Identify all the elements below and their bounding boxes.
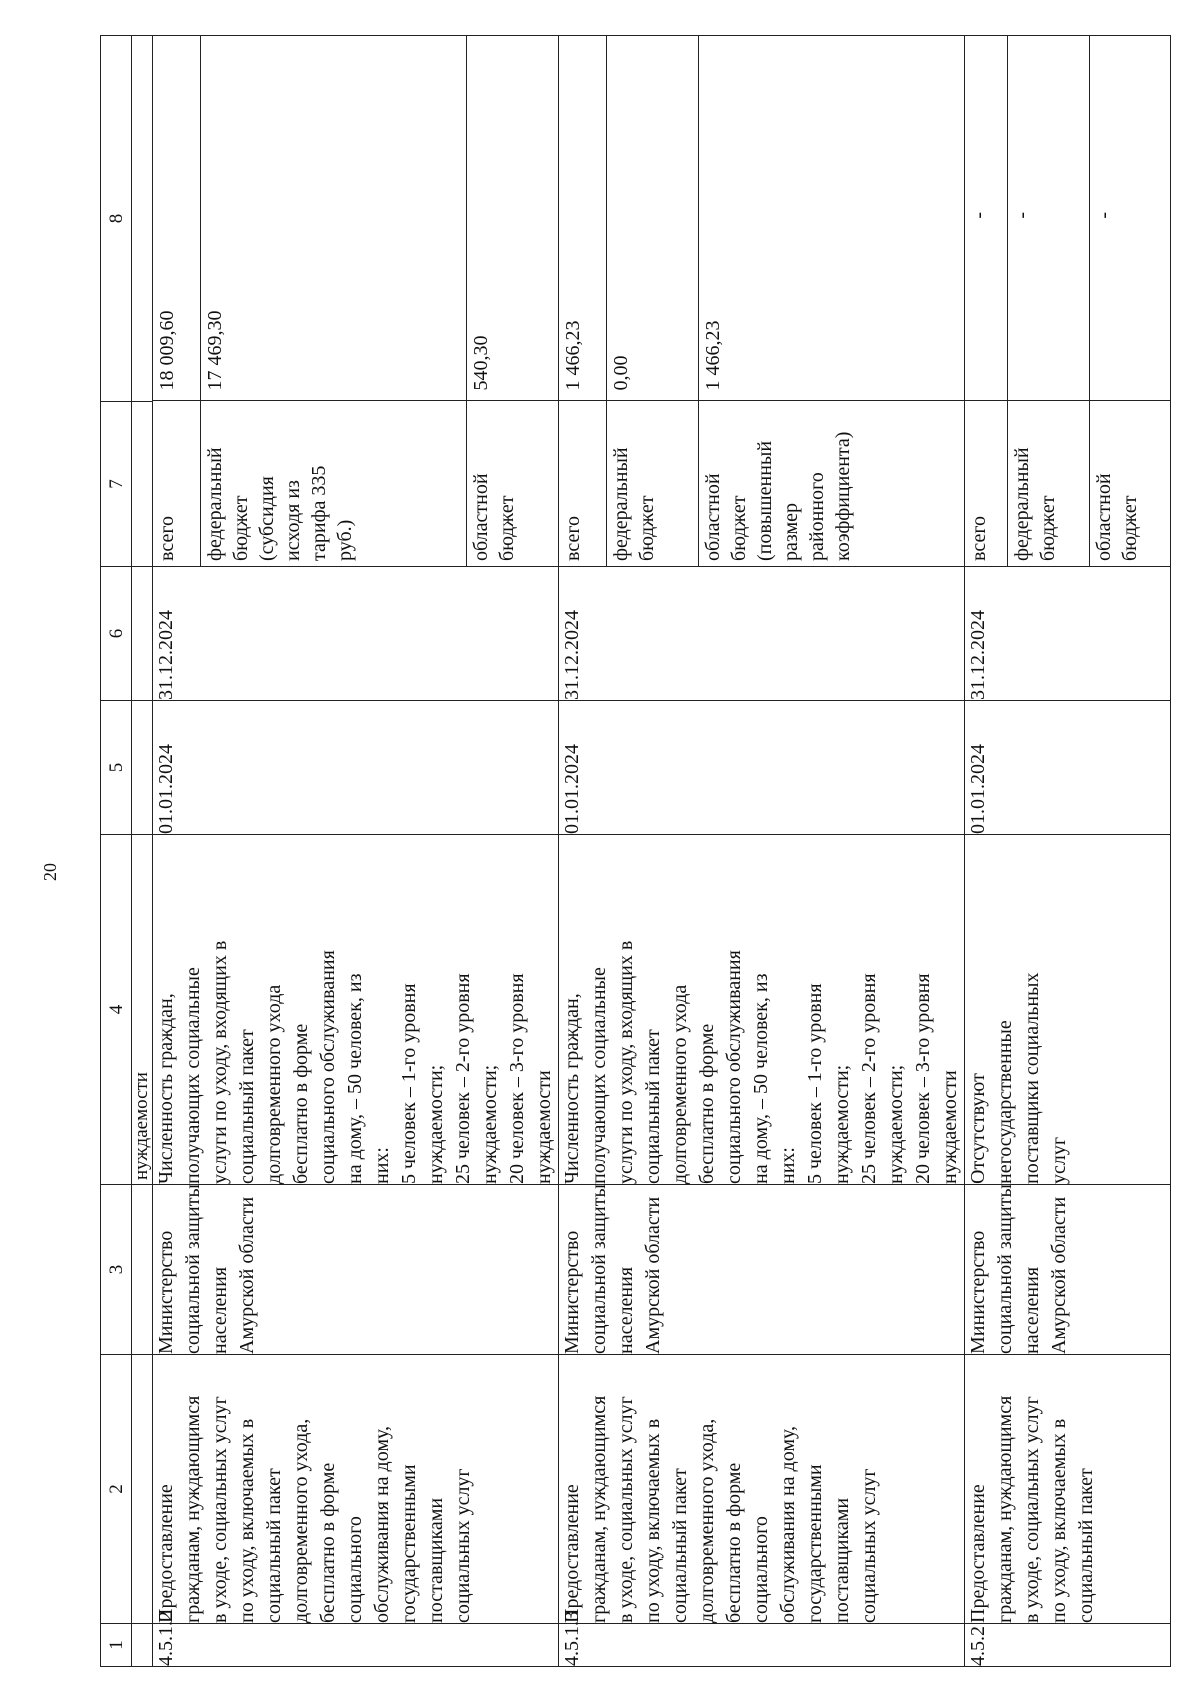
indicator-line: на дому, – 50 человек, из: [344, 973, 366, 1184]
executor-line: социальной защиты: [182, 1184, 204, 1354]
indicator-cell: [965, 835, 1171, 1185]
continuation-cell: [132, 1185, 153, 1355]
indicator-line: 25 человек – 2-го уровня: [452, 973, 474, 1184]
executor-line: населения: [1021, 1266, 1043, 1354]
continuation-cell: [132, 402, 153, 567]
activity-name-line: Предоставление: [967, 1484, 989, 1623]
indicator-line: 5 человек – 1-го уровня: [804, 983, 826, 1184]
column-number-3: 3: [101, 1185, 132, 1355]
funding-source-text-line: исходя из: [282, 480, 305, 561]
funding-amount: 1 466,23: [699, 35, 964, 401]
indicator-line: нуждаемости;: [425, 1064, 447, 1184]
indicator-line: услуги по уходу, входящих в: [615, 940, 637, 1184]
funding-source-text: [608, 407, 660, 562]
activity-name-line: поставщиками: [425, 1497, 447, 1623]
activity-name-line: гражданам, нуждающимся: [588, 1395, 610, 1623]
indicator-line: 20 человек – 3-го уровня: [506, 973, 528, 1184]
finance-table: [559, 35, 964, 566]
funding-source-text-line: бюджет: [636, 495, 659, 561]
continuation-cell: [132, 701, 153, 835]
funding-source-text: [560, 407, 586, 562]
finance-row: [607, 35, 699, 566]
funding-source: [699, 401, 964, 566]
activity-name-line: социальных услуг: [858, 1468, 880, 1623]
indicator-line: на дому, – 50 человек, из: [750, 973, 772, 1184]
indicator: [153, 835, 558, 1184]
funding-source-text: [202, 407, 358, 562]
rotated-table-wrapper: [100, 36, 1141, 1667]
end-date: 31.12.2024: [153, 567, 559, 701]
executor: [559, 1185, 667, 1354]
continuation-cell: [132, 1355, 153, 1624]
funding-source-text: [966, 407, 992, 562]
activity-name: [965, 1355, 1100, 1623]
indicator-line: нуждаемости: [533, 1070, 555, 1184]
funding-amount: 540,30: [467, 35, 558, 401]
funding-source-text: [700, 407, 856, 562]
funding-amount: -: [1007, 35, 1089, 401]
table-row: [965, 36, 1171, 1667]
indicator-line: Численность граждан,: [155, 993, 177, 1184]
funding-source-text-line: бюджет: [496, 495, 519, 561]
executor-line: Министерство: [155, 1230, 177, 1354]
funding-source-text-line: всего: [968, 515, 990, 561]
continuation-cell: [132, 567, 153, 701]
funding-source-text-line: федеральный: [610, 447, 633, 561]
column-number-7: 7: [101, 402, 132, 567]
funding-amount: 0,00: [607, 35, 699, 401]
activity-name-line: государственными: [804, 1464, 826, 1623]
funding-amount: 18 009,60: [153, 35, 201, 401]
indicator-line: нуждаемости;: [831, 1064, 853, 1184]
activity-name-line: Предоставление: [561, 1484, 583, 1623]
continuation-text: нуждаемости: [132, 835, 153, 1185]
table-row: [153, 36, 559, 1667]
continuation-cell: [132, 1624, 153, 1667]
indicator-line: социального обслуживания: [723, 950, 745, 1184]
funding-source-text-line: бюджет: [1036, 495, 1059, 561]
funding-amount: 1 466,23: [559, 35, 607, 401]
indicator-cell: [559, 835, 965, 1185]
activity-name-line: по уходу, включаемых в: [642, 1418, 664, 1623]
indicator-cell: [153, 835, 559, 1185]
activity-name-line: долговременного ухода,: [696, 1418, 718, 1623]
funding-amount: 17 469,30: [201, 35, 467, 401]
executor-line: населения: [615, 1266, 637, 1354]
funding-source-text-line: руб.): [334, 519, 357, 561]
executor-line: Амурской области: [1048, 1196, 1070, 1354]
activity-name-line: гражданам, нуждающимся: [994, 1395, 1016, 1623]
activity-name-line: социальный пакет: [1075, 1468, 1097, 1623]
funding-source-text-line: тарифа 335: [308, 465, 331, 561]
funding-source-text-line: размер: [780, 502, 803, 561]
finance-row: [153, 35, 201, 566]
activity-name-line: по уходу, включаемых в: [236, 1418, 258, 1623]
activity-name: [559, 1355, 883, 1623]
indicator-line: услуг: [1048, 1136, 1070, 1184]
indicator-line: нуждаемости: [939, 1070, 961, 1184]
indicator: [965, 835, 1073, 1184]
activity-name-line: обслуживания на дому,: [371, 1426, 393, 1623]
activity-name-cell: [153, 1355, 559, 1624]
executor-cell: [559, 1185, 965, 1355]
program-activities-table: [100, 35, 1171, 1667]
activity-name-line: социальных услуг: [452, 1468, 474, 1623]
indicator-line: негосударственные: [994, 1020, 1016, 1184]
indicator-line: них:: [777, 1147, 799, 1184]
funding-source: [153, 401, 201, 566]
start-date: 01.01.2024: [559, 701, 965, 835]
funding-source-text: [1009, 407, 1061, 562]
funding-source-text-line: всего: [562, 515, 584, 561]
activity-name-line: социальный пакет: [669, 1468, 691, 1623]
activity-name-line: обслуживания на дому,: [777, 1426, 799, 1623]
continuation-cell: [132, 36, 153, 402]
funding-source-text-line: бюджет: [230, 495, 253, 561]
indicator-line: 25 человек – 2-го уровня: [858, 973, 880, 1184]
finance-cell: [153, 36, 559, 567]
executor: [965, 1185, 1073, 1354]
activity-name-line: социальный пакет: [263, 1468, 285, 1623]
funding-source-text-line: всего: [156, 515, 178, 561]
executor-line: Амурской области: [642, 1196, 664, 1354]
funding-source: [1007, 401, 1089, 566]
funding-source-text: [468, 407, 520, 562]
indicator-line: поставщики социальных: [1021, 972, 1043, 1184]
activity-name-cell: [559, 1355, 965, 1624]
funding-source-text-line: областной: [1092, 473, 1115, 561]
indicator-line: нуждаемости;: [885, 1064, 907, 1184]
indicator-line: них:: [371, 1147, 393, 1184]
finance-row: [1007, 35, 1089, 566]
item-number: 4.5.2: [965, 1624, 1171, 1667]
funding-source-text-line: федеральный: [1010, 447, 1033, 561]
start-date: 01.01.2024: [153, 701, 559, 835]
funding-source-text: [1091, 407, 1143, 562]
funding-source-text-line: бюджет: [1118, 495, 1141, 561]
finance-row: [201, 35, 467, 566]
funding-source-text: [154, 407, 180, 562]
finance-row: [559, 35, 607, 566]
indicator-line: Численность граждан,: [561, 993, 583, 1184]
column-number-header-row: [101, 36, 132, 1667]
item-number: 4.5.1.3: [559, 1624, 965, 1667]
indicator-line: социального обслуживания: [317, 950, 339, 1184]
activity-name-line: в уходе, социальных услуг: [209, 1396, 231, 1623]
funding-source: [965, 401, 1007, 566]
finance-table: [153, 35, 558, 566]
funding-source-text-line: федеральный: [204, 447, 227, 561]
finance-row: [699, 35, 964, 566]
finance-row: [467, 35, 558, 566]
activity-name-line: бесплатно в форме: [723, 1462, 745, 1623]
funding-source-text-line: (повышенный: [754, 440, 777, 561]
indicator-line: услуги по уходу, входящих в: [209, 940, 231, 1184]
indicator-line: социальный пакет: [236, 1029, 258, 1184]
executor: [153, 1185, 261, 1354]
executor-line: населения: [209, 1266, 231, 1354]
funding-source: [607, 401, 699, 566]
column-number-2: 2: [101, 1355, 132, 1624]
activity-name-line: социального: [750, 1516, 772, 1623]
funding-source: [1089, 401, 1170, 566]
activity-name-cell: [965, 1355, 1171, 1624]
end-date: 31.12.2024: [965, 567, 1171, 701]
executor-cell: [965, 1185, 1171, 1355]
executor-cell: [153, 1185, 559, 1355]
table-row: [559, 36, 965, 1667]
funding-source: [201, 401, 467, 566]
funding-source-text-line: областной: [470, 473, 493, 561]
funding-source: [559, 401, 607, 566]
indicator-line: социальный пакет: [642, 1029, 664, 1184]
finance-row: [965, 35, 1007, 566]
page-number: 20: [40, 863, 60, 881]
finance-row: [1089, 35, 1170, 566]
column-number-5: 5: [101, 701, 132, 835]
executor-line: социальной защиты: [994, 1184, 1016, 1354]
activity-name-line: гражданам, нуждающимся: [182, 1395, 204, 1623]
continuation-row: [132, 36, 153, 1667]
finance-table: [965, 35, 1170, 566]
indicator-line: получающих социальные: [588, 967, 610, 1184]
column-number-4: 4: [101, 835, 132, 1185]
item-number: 4.5.1.2: [153, 1624, 559, 1667]
funding-source: [467, 401, 558, 566]
column-number-6: 6: [101, 567, 132, 701]
activity-name-line: бесплатно в форме: [317, 1462, 339, 1623]
activity-name-line: по уходу, включаемых в: [1048, 1418, 1070, 1623]
activity-name: [153, 1355, 477, 1623]
executor-line: Амурской области: [236, 1196, 258, 1354]
activity-name-line: поставщиками: [831, 1497, 853, 1623]
activity-name-line: в уходе, социальных услуг: [615, 1396, 637, 1623]
executor-line: Министерство: [967, 1230, 989, 1354]
executor-line: социальной защиты: [588, 1184, 610, 1354]
funding-source-text-line: бюджет: [728, 495, 751, 561]
activity-name-line: Предоставление: [155, 1484, 177, 1623]
funding-amount: -: [965, 35, 1007, 401]
end-date: 31.12.2024: [559, 567, 965, 701]
indicator-line: долговременного ухода: [669, 984, 691, 1184]
start-date: 01.01.2024: [965, 701, 1171, 835]
finance-cell: [965, 36, 1171, 567]
indicator-line: нуждаемости;: [479, 1064, 501, 1184]
funding-source-text-line: (субсидия: [256, 476, 279, 561]
funding-source-text-line: областной: [702, 473, 725, 561]
funding-source-text-line: коэффициента): [832, 431, 855, 561]
indicator-line: бесплатно в форме: [696, 1023, 718, 1184]
column-number-8: 8: [101, 36, 132, 402]
indicator: [559, 835, 964, 1184]
activity-name-line: в уходе, социальных услуг: [1021, 1396, 1043, 1623]
indicator-line: долговременного ухода: [263, 984, 285, 1184]
activity-name-line: социального: [344, 1516, 366, 1623]
indicator-line: 20 человек – 3-го уровня: [912, 973, 934, 1184]
indicator-line: 5 человек – 1-го уровня: [398, 983, 420, 1184]
indicator-line: бесплатно в форме: [290, 1023, 312, 1184]
indicator-line: получающих социальные: [182, 967, 204, 1184]
indicator-line: Отсутствуют: [967, 1073, 989, 1184]
finance-cell: [559, 36, 965, 567]
funding-amount: -: [1089, 35, 1170, 401]
funding-source-text-line: районного: [806, 472, 829, 561]
executor-line: Министерство: [561, 1230, 583, 1354]
column-number-1: 1: [101, 1624, 132, 1667]
activity-name-line: государственными: [398, 1464, 420, 1623]
activity-name-line: долговременного ухода,: [290, 1418, 312, 1623]
